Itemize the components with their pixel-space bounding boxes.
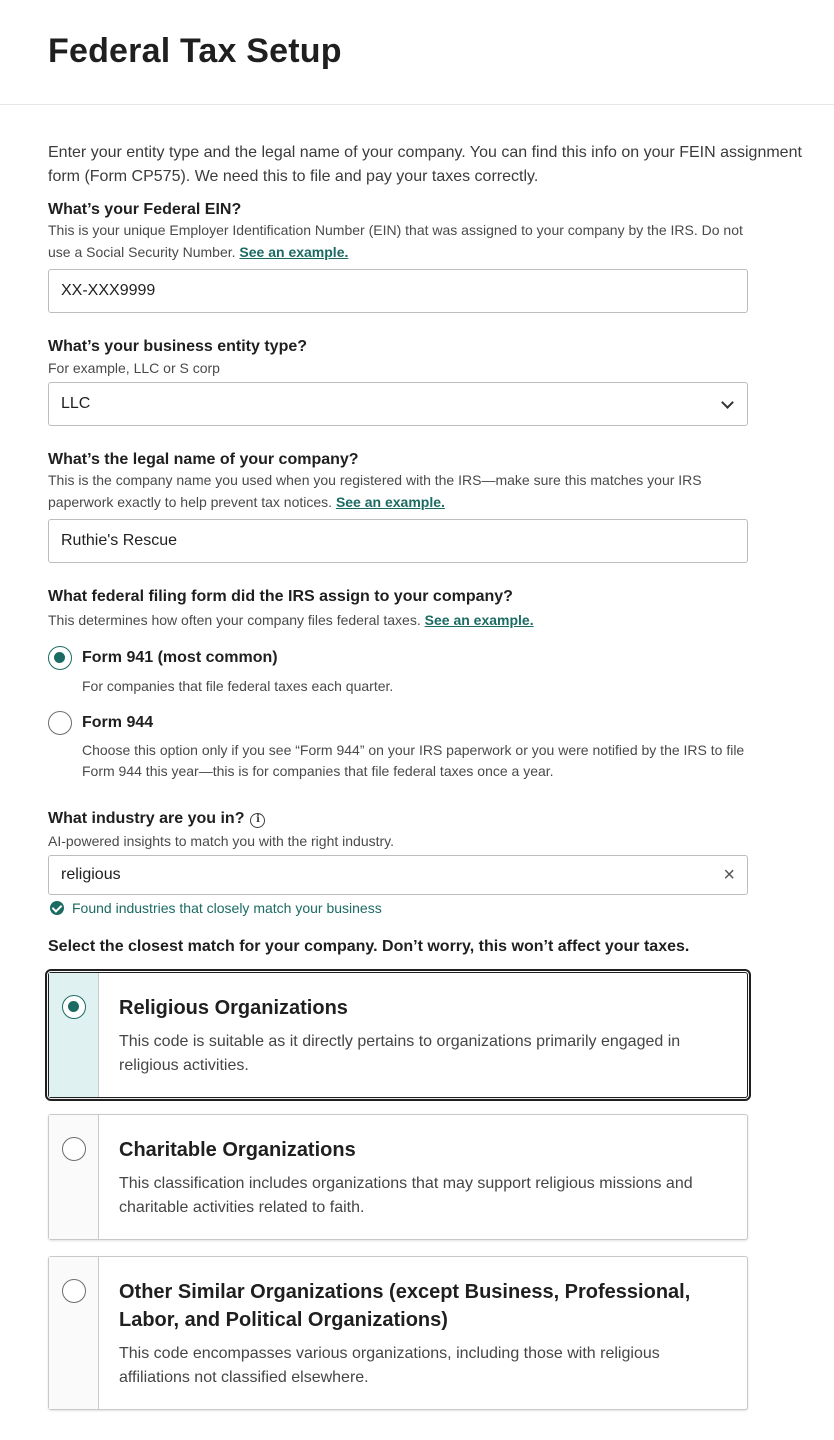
card-gutter [49, 1115, 99, 1239]
legal-name-help [48, 469, 748, 513]
card-body [99, 973, 747, 1097]
card-title: Other Similar Organizations (except Business, Professional, Labor, and Political Organizations) [119, 1281, 691, 1331]
chevron-down-icon [721, 397, 735, 411]
legal-name-label: What’s the legal name of your company? [48, 451, 359, 468]
ein-label: What’s your Federal EIN? [48, 201, 242, 218]
industry-value: religious [61, 866, 121, 883]
card-gutter [49, 973, 99, 1097]
industry-label [48, 809, 265, 829]
industry-card-other[interactable] [48, 1256, 748, 1410]
industry-card-radio[interactable] [62, 1279, 86, 1303]
card-desc: This classification includes organizations that may support religious missions and charitable activities related to faith. [119, 1175, 693, 1216]
filing-form-help-text: This determines how often your company files federal taxes. [48, 612, 421, 628]
industry-card-radio[interactable] [62, 1137, 86, 1161]
form-941-option[interactable] [48, 646, 278, 670]
legal-name-help-text: This is the company name you used when you registered with the IRS—make sure this matches your IRS paperwork exactly to help prevent tax notices. [48, 472, 702, 510]
form-944-option[interactable] [48, 711, 153, 735]
legal-name-value: Ruthie's Rescue [61, 532, 177, 549]
filing-form-example-link[interactable]: See an example. [424, 612, 534, 628]
ein-example-link[interactable]: See an example. [239, 244, 349, 260]
closest-match-label: Select the closest match for your company. Don’t worry, this won’t affect your taxes. [48, 938, 690, 955]
industry-card-religious[interactable] [48, 972, 748, 1098]
form-941-label: Form 941 (most common) [82, 649, 278, 666]
form-944-label: Form 944 [82, 714, 154, 731]
industry-card-radio[interactable] [62, 995, 86, 1019]
legal-name-example-link[interactable]: See an example. [335, 494, 445, 510]
card-desc: This code encompasses various organizations, including those with religious affiliations not classified elsewhere. [119, 1345, 660, 1386]
form-941-radio[interactable] [48, 646, 72, 670]
check-circle-icon [50, 901, 64, 915]
industry-label-text: What industry are you in? [48, 810, 245, 827]
industry-search-input[interactable] [48, 855, 748, 895]
filing-form-label: What federal filing form did the IRS assign to your company? [48, 588, 513, 605]
entity-help: For example, LLC or S corp [48, 360, 220, 376]
entity-label: What’s your business entity type? [48, 338, 308, 355]
ein-help-text: This is your unique Employer Identification Number (EIN) that was assigned to your company by the IRS. Do not use a Social Security Number. [48, 222, 743, 260]
ein-input[interactable] [48, 269, 748, 313]
form-944-radio[interactable] [48, 711, 72, 735]
card-body [99, 1115, 747, 1239]
ein-value: XX-XXX9999 [61, 282, 156, 299]
page-header [0, 0, 834, 105]
card-body [99, 1257, 747, 1409]
info-icon[interactable]: i [250, 813, 265, 828]
card-desc: This code is suitable as it directly pertains to organizations primarily engaged in religious activities. [119, 1033, 681, 1074]
filing-form-help [48, 609, 748, 631]
card-title: Religious Organizations [119, 997, 348, 1019]
entity-select[interactable] [48, 382, 748, 426]
industry-help: AI-powered insights to match you with the right industry. [48, 833, 395, 849]
industry-success-message [50, 900, 382, 916]
card-gutter [49, 1257, 99, 1409]
page-title: Federal Tax Setup [48, 31, 342, 70]
close-icon[interactable]: × [723, 864, 735, 886]
ein-help [48, 219, 748, 263]
industry-success-text: Found industries that closely match your business [72, 900, 382, 916]
entity-value: LLC [61, 395, 91, 412]
form-941-desc: For companies that file federal taxes each quarter. [82, 678, 394, 694]
intro-text: Enter your entity type and the legal name of your company. You can find this info on your FEIN assignment form (Form CP575). We need this to file and pay your taxes correctly. [48, 144, 802, 185]
legal-name-input[interactable] [48, 519, 748, 563]
industry-card-charitable[interactable] [48, 1114, 748, 1240]
card-title: Charitable Organizations [119, 1139, 356, 1161]
form-944-desc: Choose this option only if you see “Form 944” on your IRS paperwork or you were notified by the IRS to file Form 944 this year—this is for companies that file federal taxes once a year. [82, 742, 745, 779]
